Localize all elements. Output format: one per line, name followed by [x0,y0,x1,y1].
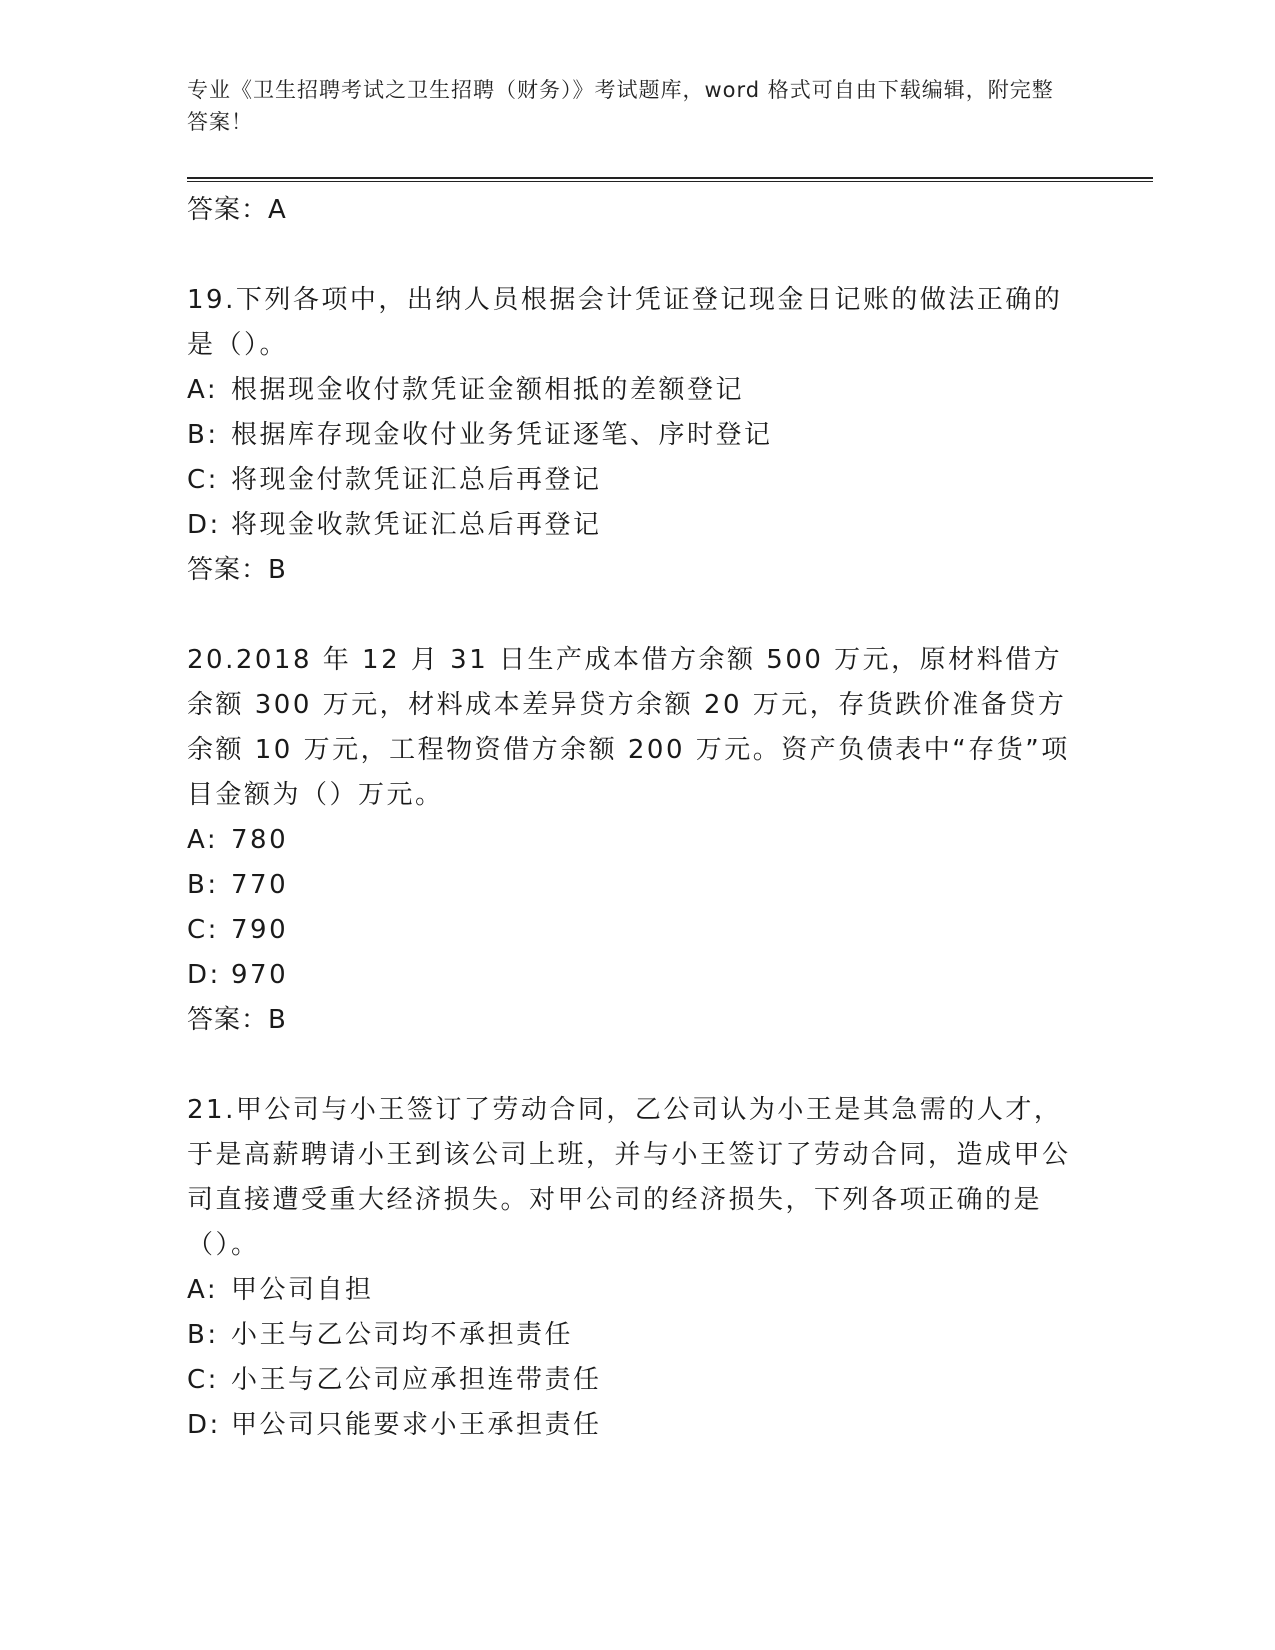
option-c [187,458,1087,503]
option-text: 970 [231,960,289,990]
option-c [187,908,1087,953]
page-header-note: 专业《卫生招聘考试之卫生招聘（财务）》考试题库，word 格式可自由下载编辑，附完整答案！ [187,78,1054,134]
question-stem: 20.2018 年 12 月 31 日生产成本借方余额 500 万元，原材料借方余额 300 万元，材料成本差异贷方余额 20 万元，存货跌价准备贷方余额 10 万元，工程物资借方余额 200 万元。资产负债表中“存货”项目金额为（）万元。 [187,645,1070,810]
option-text: 小王与乙公司应承担连带责任 [231,1365,602,1395]
option-a [187,1268,1087,1313]
option-text: 将现金付款凭证汇总后再登记 [231,465,602,495]
option-letter: C: [187,1365,219,1395]
header-divider [187,177,1153,182]
option-c [187,1358,1087,1403]
option-letter: A: [187,375,219,405]
option-d [187,503,1087,548]
option-text: 甲公司只能要求小王承担责任 [231,1410,602,1440]
option-text: 将现金收款凭证汇总后再登记 [231,510,602,540]
option-b [187,863,1087,908]
option-letter: B: [187,870,219,900]
spacer [187,233,1087,278]
option-text: 甲公司自担 [231,1275,374,1305]
option-letter: B: [187,420,219,450]
question-stem: 19.下列各项中，出纳人员根据会计凭证登记现金日记账的做法正确的是（）。 [187,285,1063,360]
option-text: 790 [231,915,289,945]
option-text: 770 [231,870,289,900]
question-20 [187,638,1087,1043]
option-letter: D: [187,960,221,990]
option-text: 根据库存现金收付业务凭证逐笔、序时登记 [231,420,773,450]
option-a [187,818,1087,863]
question-list [187,188,1087,1448]
question-21 [187,1088,1087,1448]
option-d [187,1403,1087,1448]
option-text: 根据现金收付款凭证金额相抵的差额登记 [231,375,745,405]
question-stem: 21.甲公司与小王签订了劳动合同，乙公司认为小王是其急需的人才，于是高薪聘请小王到该公司上班，并与小王签订了劳动合同，造成甲公司直接遭受重大经济损失。对甲公司的经济损失，下列各项正确的是（）。 [187,1095,1071,1260]
option-text: 780 [231,825,289,855]
option-b [187,413,1087,458]
option-letter: D: [187,510,221,540]
question-19 [187,278,1087,593]
previous-answer: 答案：A [187,195,287,225]
option-d [187,953,1087,998]
answer: 答案：B [187,555,287,585]
option-letter: C: [187,915,219,945]
spacer [187,593,1087,638]
option-a [187,368,1087,413]
option-letter: D: [187,1410,221,1440]
answer: 答案：B [187,1005,287,1035]
option-letter: B: [187,1320,219,1350]
option-letter: C: [187,465,219,495]
option-letter: A: [187,825,219,855]
option-b [187,1313,1087,1358]
option-letter: A: [187,1275,219,1305]
spacer [187,1043,1087,1088]
option-text: 小王与乙公司均不承担责任 [231,1320,574,1350]
